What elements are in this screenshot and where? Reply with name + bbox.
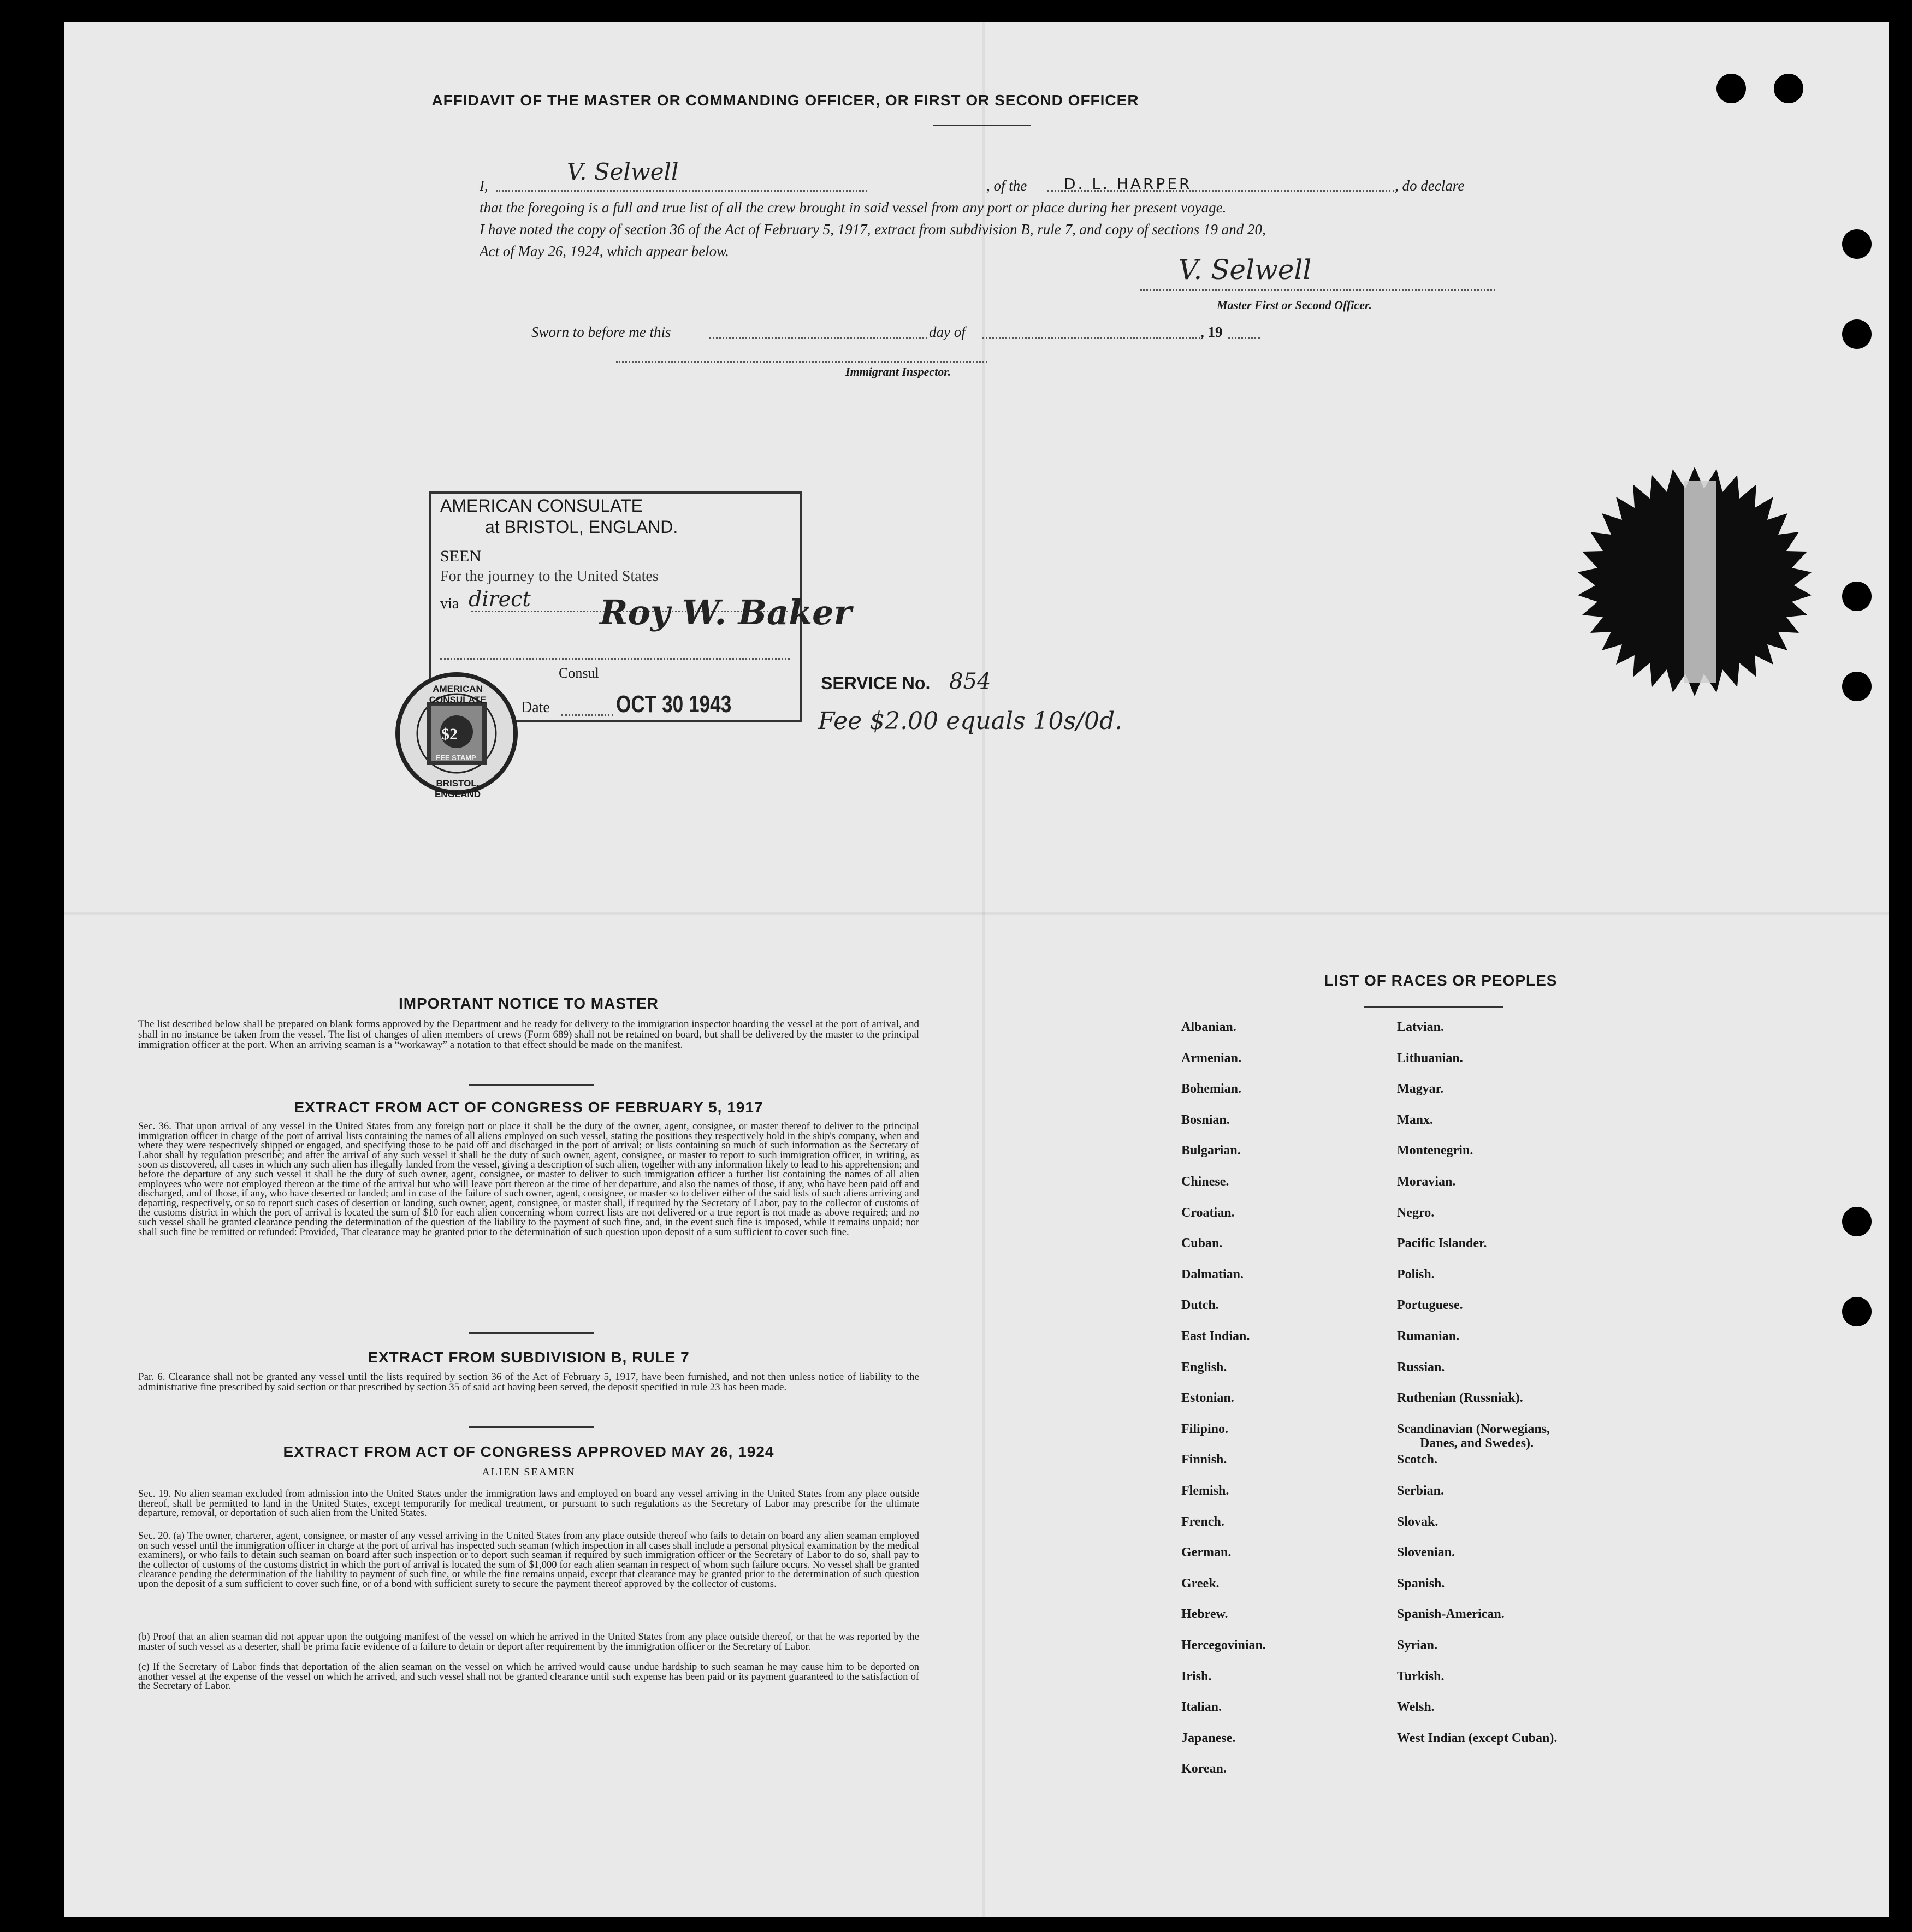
consul-signature: Roy W. Baker [600, 592, 852, 632]
race-item: Syrian. [1397, 1638, 1438, 1652]
race-item: Danes, and Swedes). [1420, 1436, 1534, 1450]
race-item: Hercegovinian. [1181, 1638, 1266, 1652]
date-line [561, 714, 613, 716]
race-item: Bohemian. [1181, 1082, 1242, 1096]
date-label: Date [521, 699, 550, 716]
rule7-text: Par. 6. Clearance shall not be granted any vessel until the lists required by section 36 of the Act of February 5, 1917, have been furnished, and not then unless notice of liability to the administrative fine prescribed by said section or that prescribed by section 35 of said act having been served, the deposit specified in rule 23 has been made. [138, 1371, 919, 1393]
race-item: Estonian. [1181, 1391, 1234, 1405]
sec20b-text: (b) Proof that an alien seaman did not appear upon the outgoing manifest of the vessel on which he arrived in the United States from any place outside thereof, or that he was reported by the master of such vessel as a deserter, shall be prima facie evidence of a failure to detain or deport after requirement by the immigration officer or the Secretary of Labor. [138, 1632, 919, 1652]
affidavit-body-line2: I have noted the copy of section 36 of the Act of February 5, 1917, extract from subdivision B, rule 7, and copy of sections 19 and 20, [480, 221, 1266, 238]
seal-top-text: AMERICAN CONSULATE [429, 684, 487, 705]
race-item: Turkish. [1397, 1669, 1445, 1684]
consul-label: Consul [559, 665, 599, 681]
seen-label: SEEN [440, 547, 481, 565]
vessel-line [1047, 190, 1394, 192]
fee-stamp-amount: $2 [441, 725, 458, 743]
race-item: Flemish. [1181, 1484, 1229, 1498]
race-item: Rumanian. [1397, 1329, 1460, 1343]
sworn-day-line [709, 337, 927, 339]
race-item: Lithuanian. [1397, 1051, 1463, 1065]
affidavit-body-line1: that the foregoing is a full and true list of all the crew brought in said vessel from any port or place during her present voyage. [480, 199, 1227, 216]
race-item: Montenegrin. [1397, 1143, 1473, 1158]
notice-rule [469, 1084, 594, 1086]
vessel-name: D. L. HARPER [1064, 175, 1192, 193]
fee-stamp-label: FEE STAMP [436, 754, 476, 762]
extract-1924-subtitle: ALIEN SEAMEN [482, 1466, 576, 1478]
rule7-rule [469, 1426, 594, 1428]
notice-text: The list described below shall be prepared on blank forms approved by the Department and be ready for delivery to the immigration inspector boarding the vessel at the port of arrival, and shall in no instance be taken from the vessel. The list of changes of alien members of crews (Form 689) shall not be retained on board, but shall be delivered by the master to the principal immigration officer at the port. When an arriving seaman is a “workaway” a notation to that effect should be made on the manifest. [138, 1018, 919, 1051]
race-item: Irish. [1181, 1669, 1212, 1684]
sec20c-text: (c) If the Secretary of Labor finds that deportation of the alien seaman on the vessel on which he arrived would cause undue hardship to such seaman he may cause him to be deported on another vessel at the expense of the vessel on which he arrived, and such vessel shall not be granted clearance until such expense has been paid or its payment guaranteed to the satisfaction of the Secretary of Labor. [138, 1662, 919, 1692]
consulate-line2: at BRISTOL, ENGLAND. [485, 517, 678, 537]
service-label: SERVICE No. [821, 673, 931, 693]
name-line [496, 190, 867, 192]
races-title: LIST OF RACES OR PEOPLES [1324, 972, 1558, 989]
extract-1917-text: Sec. 36. That upon arrival of any vessel in the United States from any foreign port or place it shall be the duty of the owner, agent, consignee, or master thereof to deliver to the principal immigration officer in charge of the port of arrival lists containing the names of all aliens employed on such vessel, stating the positions they respectively hold in the ship's company, when and where they were respectively shipped or engaged, and specifying those to be paid off and discharged in the port of arrival; or lists containing so much of such information as the Secretary of Labor shall by regulation prescribe; and after the arrival of any such vessel it shall be the duty of such owner, agent, consignee, or master to report to such immigration officer, in writing, as soon as discovered, all cases in which any such alien has illegally landed from the vessel, giving a description of such alien, together with any information likely to lead to his apprehension; and before the departure of any such vessel it shall be the duty of such owner, agent, consignee, or master to deliver to such immigration officer a further list containing the names of all alien employees who were not employed thereon at the time of the arrival but who will leave port thereon at the time of her departure, and also the names of those, if any, who have been paid off and discharged, and of those, if any, who have deserted or landed; and in case of the failure of such owner, agent, consignee, or master so to deliver either of the said lists of such aliens arriving and departing, respectively, or so to report such cases of desertion or landing, such owner, agent, consignee, or master shall, if required by the Secretary of Labor, pay to the collector of customs of the customs district in which the port of arrival is located the sum of $10 for each alien concerning whom correct lists are not delivered or a true report is not made as above required; and no such vessel shall be granted clearance pending the determination of the question of the liability to the payment of such fine, and, in the event such fine is imposed, while it remains unpaid; nor shall such fine be remitted or refunded: Provided, That clearance may be granted prior to the determination of such question upon deposit of a sum sufficient to cover such fine. [138, 1121, 919, 1238]
races-right-column [1397, 1020, 1779, 1795]
race-item: Serbian. [1397, 1484, 1445, 1498]
race-item: Bosnian. [1181, 1113, 1230, 1127]
race-item: Italian. [1181, 1700, 1222, 1714]
date-value: OCT 30 1943 [616, 691, 732, 718]
race-item: Manx. [1397, 1113, 1433, 1127]
punch-hole [1842, 1207, 1872, 1236]
race-item: Slovak. [1397, 1515, 1439, 1529]
document-sheet [64, 22, 1889, 1917]
race-item: Greek. [1181, 1577, 1220, 1591]
affidavit-body-line3: Act of May 26, 1924, which appear below. [480, 243, 729, 259]
race-item: Dalmatian. [1181, 1267, 1244, 1282]
race-item: English. [1181, 1360, 1227, 1374]
fee-note: Fee $2.00 equals 10s/0d. [818, 707, 1123, 735]
race-item: Moravian. [1397, 1175, 1456, 1189]
title-rule [933, 125, 1031, 126]
year-prefix: , 19 [1200, 324, 1223, 340]
consul-line [440, 658, 790, 660]
via-value: direct [469, 587, 531, 611]
punch-hole [1842, 582, 1872, 611]
embossed-seal [1577, 464, 1812, 699]
journey-label: For the journey to the United States [440, 568, 659, 585]
via-label: via [440, 595, 459, 612]
punch-hole [1842, 672, 1872, 701]
do-declare-label: , do declare [1395, 177, 1465, 194]
master-signature: V. Selwell [567, 158, 679, 185]
sec19-text: Sec. 19. No alien seaman excluded from admission into the United States under the immigration laws and employed on board any vessel arriving in the United States from any place outside thereof, shall be permitted to land in the United States, except temporarily for medical treatment, or pursuant to such regulations as the Secretary of Labor may prescribe for the ultimate departure, removal, or deportation of such alien from the United States. [138, 1489, 919, 1519]
race-item: Cuban. [1181, 1236, 1223, 1251]
race-item: East Indian. [1181, 1329, 1250, 1343]
race-item: Magyar. [1397, 1082, 1444, 1096]
horizontal-fold [64, 912, 1889, 915]
inspector-line [616, 361, 987, 363]
consulate-line1: AMERICAN CONSULATE [440, 496, 643, 515]
punch-hole [1842, 319, 1872, 349]
extract-1924-title: EXTRACT FROM ACT OF CONGRESS APPROVED MAY 26, 1924 [283, 1443, 774, 1460]
punch-hole [1774, 74, 1803, 103]
race-item: Dutch. [1181, 1298, 1219, 1312]
race-item: Polish. [1397, 1267, 1435, 1282]
race-item: Japanese. [1181, 1731, 1236, 1745]
race-item: Hebrew. [1181, 1607, 1228, 1621]
race-item: Albanian. [1181, 1020, 1236, 1034]
punch-hole [1842, 229, 1872, 259]
race-item: Latvian. [1397, 1020, 1445, 1034]
race-item: Spanish. [1397, 1577, 1445, 1591]
race-item: Slovenian. [1397, 1545, 1455, 1560]
race-item: Negro. [1397, 1206, 1435, 1220]
race-item: Finnish. [1181, 1453, 1227, 1467]
year-line [1228, 337, 1260, 339]
race-item: Armenian. [1181, 1051, 1241, 1065]
notice-title: IMPORTANT NOTICE TO MASTER [398, 995, 659, 1012]
sec20a-text: Sec. 20. (a) The owner, charterer, agent, consignee, or master of any vessel arriving in the United States from any place outside thereof who fails to detain on board any alien seaman employed on such vessel until the immigration officer in charge at the port of arrival has inspected such seaman (which inspection in all cases shall include a personal physical examination by the medical examiners), or who fails to detain such seaman on board after such inspection or to deport such seaman if required by such immigration officer or the Secretary of Labor to do so, shall pay to the collector of customs of the customs district in which the port of arrival is located the sum of $1,000 for each alien seaman in respect of whom such failure occurs. No vessel shall be granted clearance pending the determination of the liability to payment of such fine, or while the fine remains unpaid, except that clearance may be granted prior to the determination of such question upon the deposit of a sum sufficient to cover such fine, or of a bond with sufficient surety to secure the payment thereof approved by the collector of customs. [138, 1531, 919, 1590]
day-of-label: day of [929, 324, 966, 340]
seal-bottom-text: BRISTOL, ENGLAND [434, 778, 481, 799]
race-item: Welsh. [1397, 1700, 1435, 1714]
races-rule [1364, 1006, 1503, 1008]
of-the-label: , of the [986, 177, 1027, 194]
rule7-title: EXTRACT FROM SUBDIVISION B, RULE 7 [368, 1349, 690, 1366]
officer-line [1140, 289, 1495, 291]
punch-hole [1716, 74, 1746, 103]
race-item: Pacific Islander. [1397, 1236, 1487, 1251]
race-item: Scotch. [1397, 1453, 1437, 1467]
races-left-column [1181, 1020, 1400, 1795]
race-item: Scandinavian (Norwegians, [1397, 1422, 1550, 1436]
race-item: Croatian. [1181, 1206, 1235, 1220]
race-item: Filipino. [1181, 1422, 1229, 1436]
extract-1917-title: EXTRACT FROM ACT OF CONGRESS OF FEBRUARY 5, 1917 [294, 1099, 763, 1116]
affidavit-title: AFFIDAVIT OF THE MASTER OR COMMANDING OFFICER, OR FIRST OR SECOND OFFICER [431, 92, 1139, 109]
punch-hole [1842, 1297, 1872, 1326]
inspector-caption: Immigrant Inspector. [845, 365, 951, 378]
race-item: Ruthenian (Russniak). [1397, 1391, 1523, 1405]
race-item: Portuguese. [1397, 1298, 1463, 1312]
center-fold [982, 22, 985, 1917]
sworn-month-line [982, 337, 1200, 339]
race-item: Korean. [1181, 1762, 1227, 1776]
extract-1917-rule [469, 1332, 594, 1334]
race-item: Bulgarian. [1181, 1143, 1241, 1158]
officer-caption: Master First or Second Officer. [1217, 298, 1372, 312]
sworn-label: Sworn to before me this [531, 324, 671, 340]
race-item: Chinese. [1181, 1175, 1229, 1189]
race-item: West Indian (except Cuban). [1397, 1731, 1558, 1745]
race-item: French. [1181, 1515, 1224, 1529]
service-number: 854 [949, 669, 991, 694]
affidavit-i-label: I, [480, 177, 488, 194]
race-item: German. [1181, 1545, 1232, 1560]
race-item: Spanish-American. [1397, 1607, 1505, 1621]
race-item: Russian. [1397, 1360, 1445, 1374]
officer-signature: V. Selwell [1179, 254, 1312, 286]
